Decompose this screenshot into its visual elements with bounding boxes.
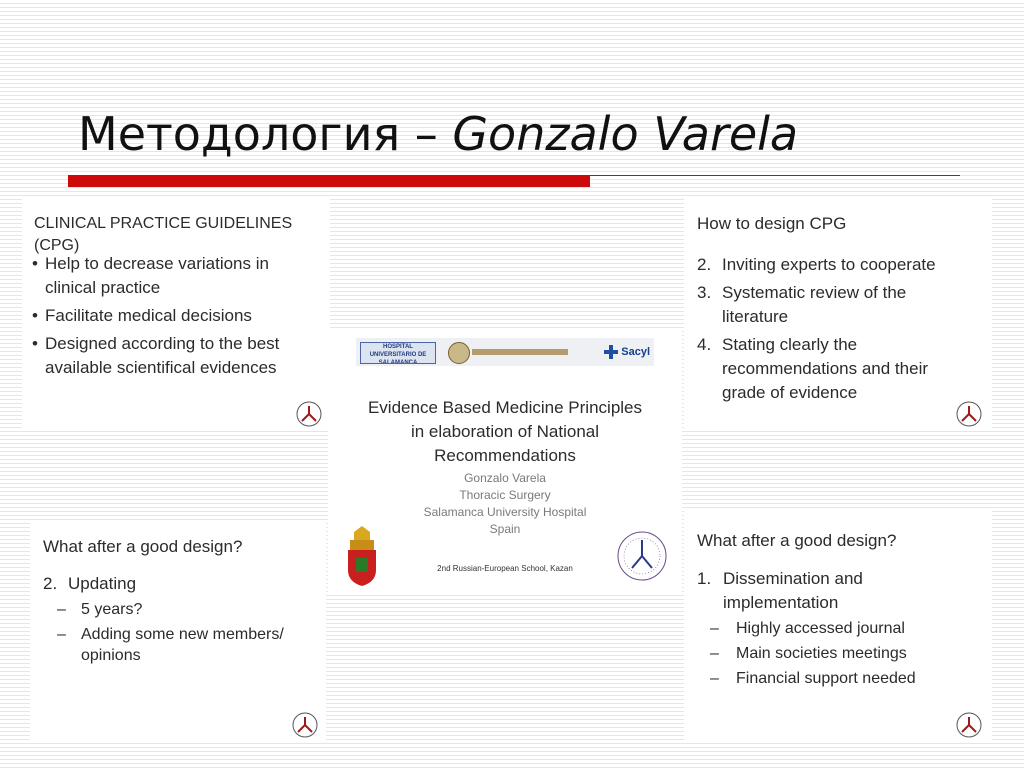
sacyl-logo-text: Sacyl xyxy=(621,346,650,358)
title-underline-thin xyxy=(590,175,960,176)
list-item-text: recommendations and their xyxy=(722,359,929,378)
list-item-text: Updating xyxy=(68,574,137,593)
sublist-item-text: Main societies meetings xyxy=(736,645,907,662)
department: Thoracic Surgery xyxy=(459,488,551,502)
slide-title xyxy=(78,104,798,164)
list-item-text: Inviting experts to cooperate xyxy=(722,255,936,274)
sublist-item-text: 5 years? xyxy=(81,601,143,618)
list-item-text: Help to decrease variations in xyxy=(45,254,269,273)
panel-how-to-design xyxy=(684,197,992,431)
list-item-text: implementation xyxy=(723,593,839,612)
list-number: 2. xyxy=(43,574,58,593)
sublist-item xyxy=(710,643,980,664)
list-item xyxy=(32,252,322,300)
list-item xyxy=(32,304,322,328)
list-item-text: Designed according to the best xyxy=(45,334,280,353)
panel-updating xyxy=(30,520,326,742)
panel-title-slide xyxy=(328,330,682,594)
title-slide-heading-line: Evidence Based Medicine Principles xyxy=(367,398,643,417)
sublist-item xyxy=(57,599,317,620)
dash: – xyxy=(710,620,719,637)
panel-how-heading: How to design CPG xyxy=(697,214,847,233)
panel-dissemination xyxy=(684,510,992,742)
sacyl-logo xyxy=(604,342,650,362)
list-item-text: Stating clearly the xyxy=(722,335,858,354)
panel-dissemination-heading: What after a good design? xyxy=(697,531,897,550)
title-slide-heading-line: Recommendations xyxy=(434,446,576,465)
list-number: 2. xyxy=(697,255,712,274)
hospital-logo: HOSPITAL UNIVERSITARIO DE SALAMANCA xyxy=(360,342,436,364)
panel-how-list xyxy=(697,253,987,405)
society-logo-icon xyxy=(296,401,322,427)
sublist-item-text: Financial support needed xyxy=(736,670,916,687)
bullet: • xyxy=(32,334,38,353)
list-number: 4. xyxy=(697,335,712,354)
event-name: 2nd Russian-European School, Kazan xyxy=(437,564,573,573)
list-item-text: Systematic review of the xyxy=(722,283,907,302)
list-item-text: grade of evidence xyxy=(722,383,858,402)
panel-update-sublist xyxy=(57,599,317,666)
sacyl-cross-icon xyxy=(604,345,618,359)
logo-banner xyxy=(356,338,654,366)
coat-of-arms-icon xyxy=(342,526,382,586)
bullet: • xyxy=(32,306,38,325)
author-name: Gonzalo Varela xyxy=(464,471,546,485)
list-item-text: clinical practice xyxy=(45,278,161,297)
title-slide-heading-line: in elaboration of National xyxy=(410,422,600,441)
list-item xyxy=(32,332,322,380)
sublist-item xyxy=(57,624,317,666)
sublist-item xyxy=(710,618,980,639)
dash: – xyxy=(57,601,66,618)
society-logo-icon xyxy=(956,401,982,427)
list-number: 3. xyxy=(697,283,712,302)
university-wordmark xyxy=(472,349,568,355)
list-item-text: literature xyxy=(722,307,789,326)
panel-cpg-list xyxy=(32,252,322,380)
university-seal-icon xyxy=(448,342,470,364)
list-item xyxy=(697,253,987,277)
slide-title-main: Методология – xyxy=(78,107,453,161)
dash: – xyxy=(710,645,719,662)
panel-cpg-heading: CLINICAL PRACTICE GUIDELINES (CPG) xyxy=(34,215,293,254)
list-item xyxy=(697,281,987,329)
dash: – xyxy=(710,670,719,687)
society-logo-icon xyxy=(292,712,318,738)
dash: – xyxy=(57,626,66,643)
list-item-text: available scientifical evidences xyxy=(45,358,277,377)
university-logo xyxy=(448,340,568,364)
list-item xyxy=(697,333,987,405)
list-item xyxy=(697,567,863,615)
society-seal-icon xyxy=(616,526,668,586)
sublist-item-text: Adding some new members/ xyxy=(81,626,284,643)
slide-title-author: Gonzalo Varela xyxy=(452,107,799,161)
title-underline-red xyxy=(68,175,590,187)
sublist-item-text: Highly accessed journal xyxy=(736,620,905,637)
country: Spain xyxy=(489,522,521,536)
sublist-item xyxy=(710,668,980,689)
panel-dissemination-sublist xyxy=(710,618,980,689)
list-item-text: Facilitate medical decisions xyxy=(45,306,252,325)
list-item-text: Dissemination and xyxy=(723,569,863,588)
panel-cpg xyxy=(22,197,330,431)
panel-update-heading: What after a good design? xyxy=(43,537,243,556)
list-item xyxy=(43,572,136,596)
sublist-item-text: opinions xyxy=(81,647,141,664)
bullet: • xyxy=(32,254,38,273)
society-logo-icon xyxy=(956,712,982,738)
list-number: 1. xyxy=(697,569,712,588)
title-slide-heading xyxy=(328,396,682,468)
hospital-name: Salamanca University Hospital xyxy=(423,505,587,519)
